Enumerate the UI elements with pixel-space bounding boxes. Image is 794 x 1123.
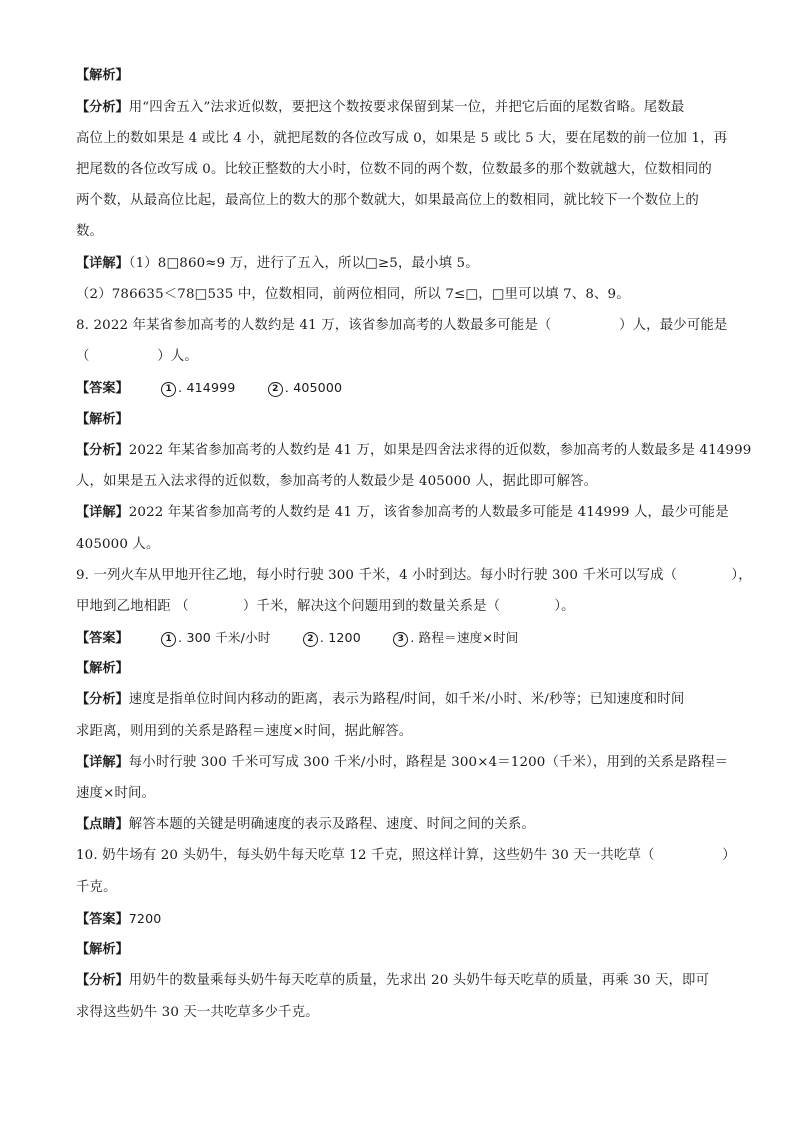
fenxi-line: 【分析】用“四舍五入”法求近似数，要把这个数按要求保留到某一位，并把它后面的尾数省略。尾数最 — [76, 100, 685, 115]
fenxi-line: 【分析】2022 年某省参加高考的人数约是 41 万，如果是四舍法求得的近似数，参加高考的人数最多是 414999 — [76, 443, 752, 458]
answer-item: 2 . 405000 — [268, 380, 342, 395]
jiexi-heading: 【解析】 — [76, 68, 129, 83]
xiangjie-line: 【详解】每小时行驶 300 千米可写成 300 千米/小时，路程是 300×4＝1200（千米），用到的关系是路程＝ — [76, 755, 729, 770]
jiexi-heading: 【解析】 — [76, 412, 129, 427]
xiangjie-line: （2）786635＜78□535 中，位数相同，前两位相同，所以 7≤□，□里可以填 7、8、9。 — [76, 287, 630, 302]
xiangjie-line: 405000 人。 — [76, 537, 160, 552]
xiangjie-line: 速度×时间。 — [76, 786, 156, 801]
jiexi-heading: 【解析】 — [76, 661, 129, 676]
fenxi-line: 人，如果是五入法求得的近似数，参加高考的人数最少是 405000 人，据此即可解答。 — [76, 474, 598, 489]
fenxi-line: 【分析】速度是指单位时间内移动的距离，表示为路程/时间，如千米/小时、米/秒等；已知速度和时间 — [76, 692, 685, 707]
dianjing-line: 【点睛】解答本题的关键是明确速度的表示及路程、速度、时间之间的关系。 — [76, 817, 535, 832]
question-8-line: （ ）人。 — [76, 349, 198, 364]
answer-item: 3 . 路程＝速度×时间 — [393, 630, 518, 645]
fenxi-line: 数。 — [76, 224, 104, 239]
question-10-line: 10. 奶牛场有 20 头奶牛，每头奶牛每天吃草 12 千克，照这样计算，这些奶牛 30 天一共吃草（ ） — [76, 848, 736, 863]
answer-line: 【答案】7200 — [76, 911, 162, 927]
question-10-line: 千克。 — [76, 880, 117, 895]
jiexi-heading: 【解析】 — [76, 942, 129, 957]
question-8-line: 8. 2022 年某省参加高考的人数约是 41 万，该省参加高考的人数最多可能是（ ）人，最少可能是 — [76, 318, 728, 333]
answer-item: 2 . 1200 — [303, 630, 361, 645]
answer-item: 1 . 414999 — [161, 380, 235, 395]
fenxi-line: 两个数，从最高位比起，最高位上的数大的那个数就大，如果最高位上的数相同，就比较下一个数位上的 — [76, 193, 699, 208]
fenxi-line: 把尾数的各位改写成 0。比较正整数的大小时，位数不同的两个数，位数最多的那个数就越大，位数相同的 — [76, 162, 712, 177]
xiangjie-line: 【详解】（1）8□860≈9 万，进行了五入，所以□≥5，最小填 5。 — [76, 256, 479, 271]
fenxi-line: 高位上的数如果是 4 或比 4 小，就把尾数的各位改写成 0，如果是 5 或比 5 大，要在尾数的前一位加 1，再 — [76, 131, 728, 146]
fenxi-line: 【分析】用奶牛的数量乘每头奶牛每天吃草的质量，先求出 20 头奶牛每天吃草的质量，再乘 30 天，即可 — [76, 973, 710, 988]
answer-line: 【答案】 1 . 300 千米/小时 2 . 1200 3 . 路程＝速度×时间 — [76, 630, 519, 646]
fenxi-line: 求距离，则用到的关系是路程＝速度×时间，据此解答。 — [76, 724, 413, 739]
answer-line: 【答案】 1 . 414999 2 . 405000 — [76, 380, 343, 396]
xiangjie-line: 【详解】2022 年某省参加高考的人数约是 41 万，该省参加高考的人数最多可能是 414999 人，最少可能是 — [76, 505, 729, 520]
question-9-line: 9. 一列火车从甲地开往乙地，每小时行驶 300 千米，4 小时到达。每小时行驶 300 千米可以写成（ ）， — [76, 568, 752, 583]
fenxi-line: 求得这些奶牛 30 天一共吃草多少千克。 — [76, 1005, 319, 1020]
question-9-line: 甲地到乙地相距 （ ）千米，解决这个问题用到的数量关系是（ ）。 — [76, 599, 575, 614]
answer-item: 1 . 300 千米/小时 — [161, 630, 270, 645]
